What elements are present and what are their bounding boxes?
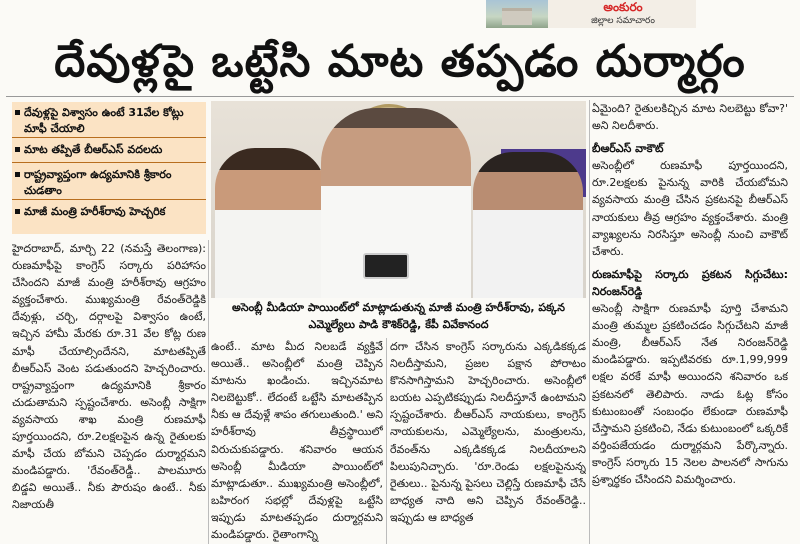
article-text: దగా చేసిన కాంగ్రెస్ సర్కారును ఎక్కడికక్కడ నిలదీస్తామని, ప్రజల పక్షాన పోరాటం కొనసాగిస్తామని హెచ్చరించారు. అసెంబ్లీలో బయట ఎప్పటికప్పుడు నిలదీస్తూనే ఉంటామని స్పష్టంచేశారు. బీఆర్ఎస్ నాయకులు, కాంగ్రెస్ నాయకులను, ఎమ్మెల్యేలను, మంత్రులను, రేవంత్‌ను ఎక్కడికక్కడ నిలదీయాలని పిలుపునిచ్చారు. 'రూ.రెండు లక్షలపైనున్న రైతులు.. పైనున్న పైసలు చెల్లిస్తే రుణమాఫీ చేసే బాధ్యత నాది అని చెప్పిన రేవంత్‌రెడ్డి.. ఇప్పుడు ఆ బాధ్యత — [390, 340, 586, 524]
highlight-text: దేవుళ్లపై విశ్వాసం ఉంటే 31వేల కోట్లు మాఫీ చేయాలి — [24, 106, 184, 135]
column-divider — [208, 240, 209, 544]
highlights-box — [12, 102, 206, 234]
highlight-item — [12, 137, 206, 162]
bullet-icon — [15, 110, 20, 115]
bullet-icon — [15, 209, 20, 214]
column-divider — [386, 338, 387, 544]
article-text: హైదరాబాద్, మార్చి 22 (నమస్తే తెలంగాణ): రుణమాఫీపై కాంగ్రెస్ సర్కారు పరిహాసం చేసిందని మాజీ మంత్రి హరీశ్‌రావు ఆగ్రహం వ్యక్తంచేశారు. ముఖ్యమంత్రి రేవంత్‌రెడ్డికి దేవుళ్లు, చర్చి, దర్గాలపై విశ్వాసం ఉంటే, ఇచ్చిన హామీ మేరకు రూ.31 వేల కోట్ల రుణ మాఫీ చేయాల్సిందేనని, మాటతప్పితే బీఆర్ఎస్ వెంట పడుతుందని హెచ్చరించారు. రాష్ట్రవ్యాప్తంగా ఉద్యమానికి శ్రీకారం చుడుతామని స్పష్టంచేశారు. అసెంబ్లీ సాక్షిగా వ్యవసాయ శాఖ మంత్రి రుణమాఫీ పూర్తయిందని, రూ.2లక్షలపైన ఉన్న రైతులకు మాఫీ చేయ బోమని చెప్పడం దుర్మార్గమని మండిపడ్డారు. 'రేవంత్‌రెడ్డీ.. పాలమూరు బిడ్డవి అయితే.. నీకు పౌరుషం ఉంటే.. నీకు నిజాయతీ — [12, 242, 206, 512]
bullet-icon — [15, 147, 20, 152]
article-text: అసెంబ్లీ సాక్షిగా రుణమాఫీ పూర్తి చేశామని మంత్రి తుమ్మల ప్రకటించడం సిగ్గుచేటని మాజీ మంత్రి, బీఆర్ఎస్ నేత నిరంజన్‌రెడ్డి మండిపడ్డారు. ఇప్పటివరకు రూ.1,99,999 లక్షల వరకే మాఫీ అయిందని శనివారం ఒక ప్రకటనలో తెలిపారు. నాడు ఓట్ల కోసం కుటుంబంతో సంబంధం లేకుండా రుణమాఫీ చేస్తామని ప్రకటించి, నేడు కుటుంబంలో ఒక్కరికే వర్తింపజేయడం దుర్మార్గమని పేర్కొన్నారు. కాంగ్రెస్ సర్కారు 15 నెలల పాలనలో సాగును ప్రశ్నార్థకం చేసిందని విమర్శించారు. — [592, 302, 788, 486]
article-column-1 — [12, 240, 206, 544]
article-text: అసెంబ్లీలో రుణమాఫీ పూర్తయిందని, రూ.2లక్షలకు పైనున్న వారికి చేయబోమని వ్యవసాయ మంత్రి చేసిన ప్రకటనపై బీఆర్ఎస్ నాయకులు తీవ్ర ఆగ్రహం వ్యక్తంచేశారు. మంత్రి వ్యాఖ్యలను నిరసిస్తూ అసెంబ్లీ నుంచి వాకౌట్ చేశారు. — [592, 159, 788, 258]
highlight-text: రాష్ట్రవ్యాప్తంగా ఉద్యమానికి శ్రీకారం చుడతాం — [24, 168, 172, 197]
highlight-item — [12, 102, 206, 137]
article-column-3 — [390, 338, 586, 544]
article-column-4 — [592, 100, 788, 544]
press-photo — [211, 101, 586, 298]
masthead-photo — [486, 0, 548, 28]
masthead — [486, 0, 696, 28]
headline: దేవుళ్లపై ఒట్టేసి మాట తప్పడం దుర్మార్గం — [54, 36, 746, 87]
subheading-walkout: బీఆర్ఎస్ వాకౌట్ — [592, 142, 664, 156]
subheading-niranjan: రుణమాఫీపై సర్కారు ప్రకటన సిగ్గుచేటు: నిరంజన్‌రెడ్డి — [592, 267, 788, 298]
headline-rule — [6, 96, 794, 97]
highlight-item — [12, 162, 206, 199]
article-text: ఉంటే.. మాట మీద నిలబడే వ్యక్తివే అయితే.. అసెంబ్లీలో మంత్రి చెప్పిన మాటను ఖండించు. ఇచ్చినమాట నిలబెట్టుకో.. లేదంటే ఒట్టేసి మాటతప్పిన నీకు ఆ దేవుళ్లే శాపం తగులుతుంది.' అని హరీశ్‌రావు తీవ్రస్థాయిలో విరుచుకుపడ్డారు. శనివారం ఆయన అసెంబ్లీ మీడియా పాయింట్‌లో మాట్లాడుతూ.. ముఖ్యమంత్రి అసెంబ్లీలో, బహిరంగ సభల్లో దేవుళ్లపై ఒట్టేసి ఇప్పుడు మాటతప్పడం దుర్మార్గమని మండిపడ్డారు. రైతాంగాన్ని — [211, 340, 383, 542]
article-text: ఏమైంది? రైతులకిచ్చిన మాట నిలబెట్టు కోవా?' అని నిలదీశారు. — [592, 102, 788, 133]
masthead-logo: అంకురం — [603, 0, 643, 14]
highlight-text: మాజీ మంత్రి హరీశ్‌రావు హెచ్చరిక — [24, 205, 166, 218]
photo-caption: అసెంబ్లీ మీడియా పాయింట్‌లో మాట్లాడుతున్న మాజీ మంత్రి హరీశ్‌రావు, పక్కన ఎమ్మెల్యేలు పాడి కౌశిక్‌రెడ్డి, కేపీ వివేకానంద — [232, 301, 565, 331]
bullet-icon — [15, 172, 20, 177]
masthead-subtitle: జిల్లాల సమాచారం — [591, 16, 655, 26]
highlight-text: మాట తప్పితే బీఆర్ఎస్ వదలదు — [24, 143, 163, 156]
person-left — [215, 148, 325, 298]
highlight-item — [12, 199, 206, 224]
person-right — [473, 152, 583, 298]
article-column-2 — [211, 338, 383, 544]
column-divider — [589, 100, 590, 544]
phone-icon — [363, 253, 409, 279]
